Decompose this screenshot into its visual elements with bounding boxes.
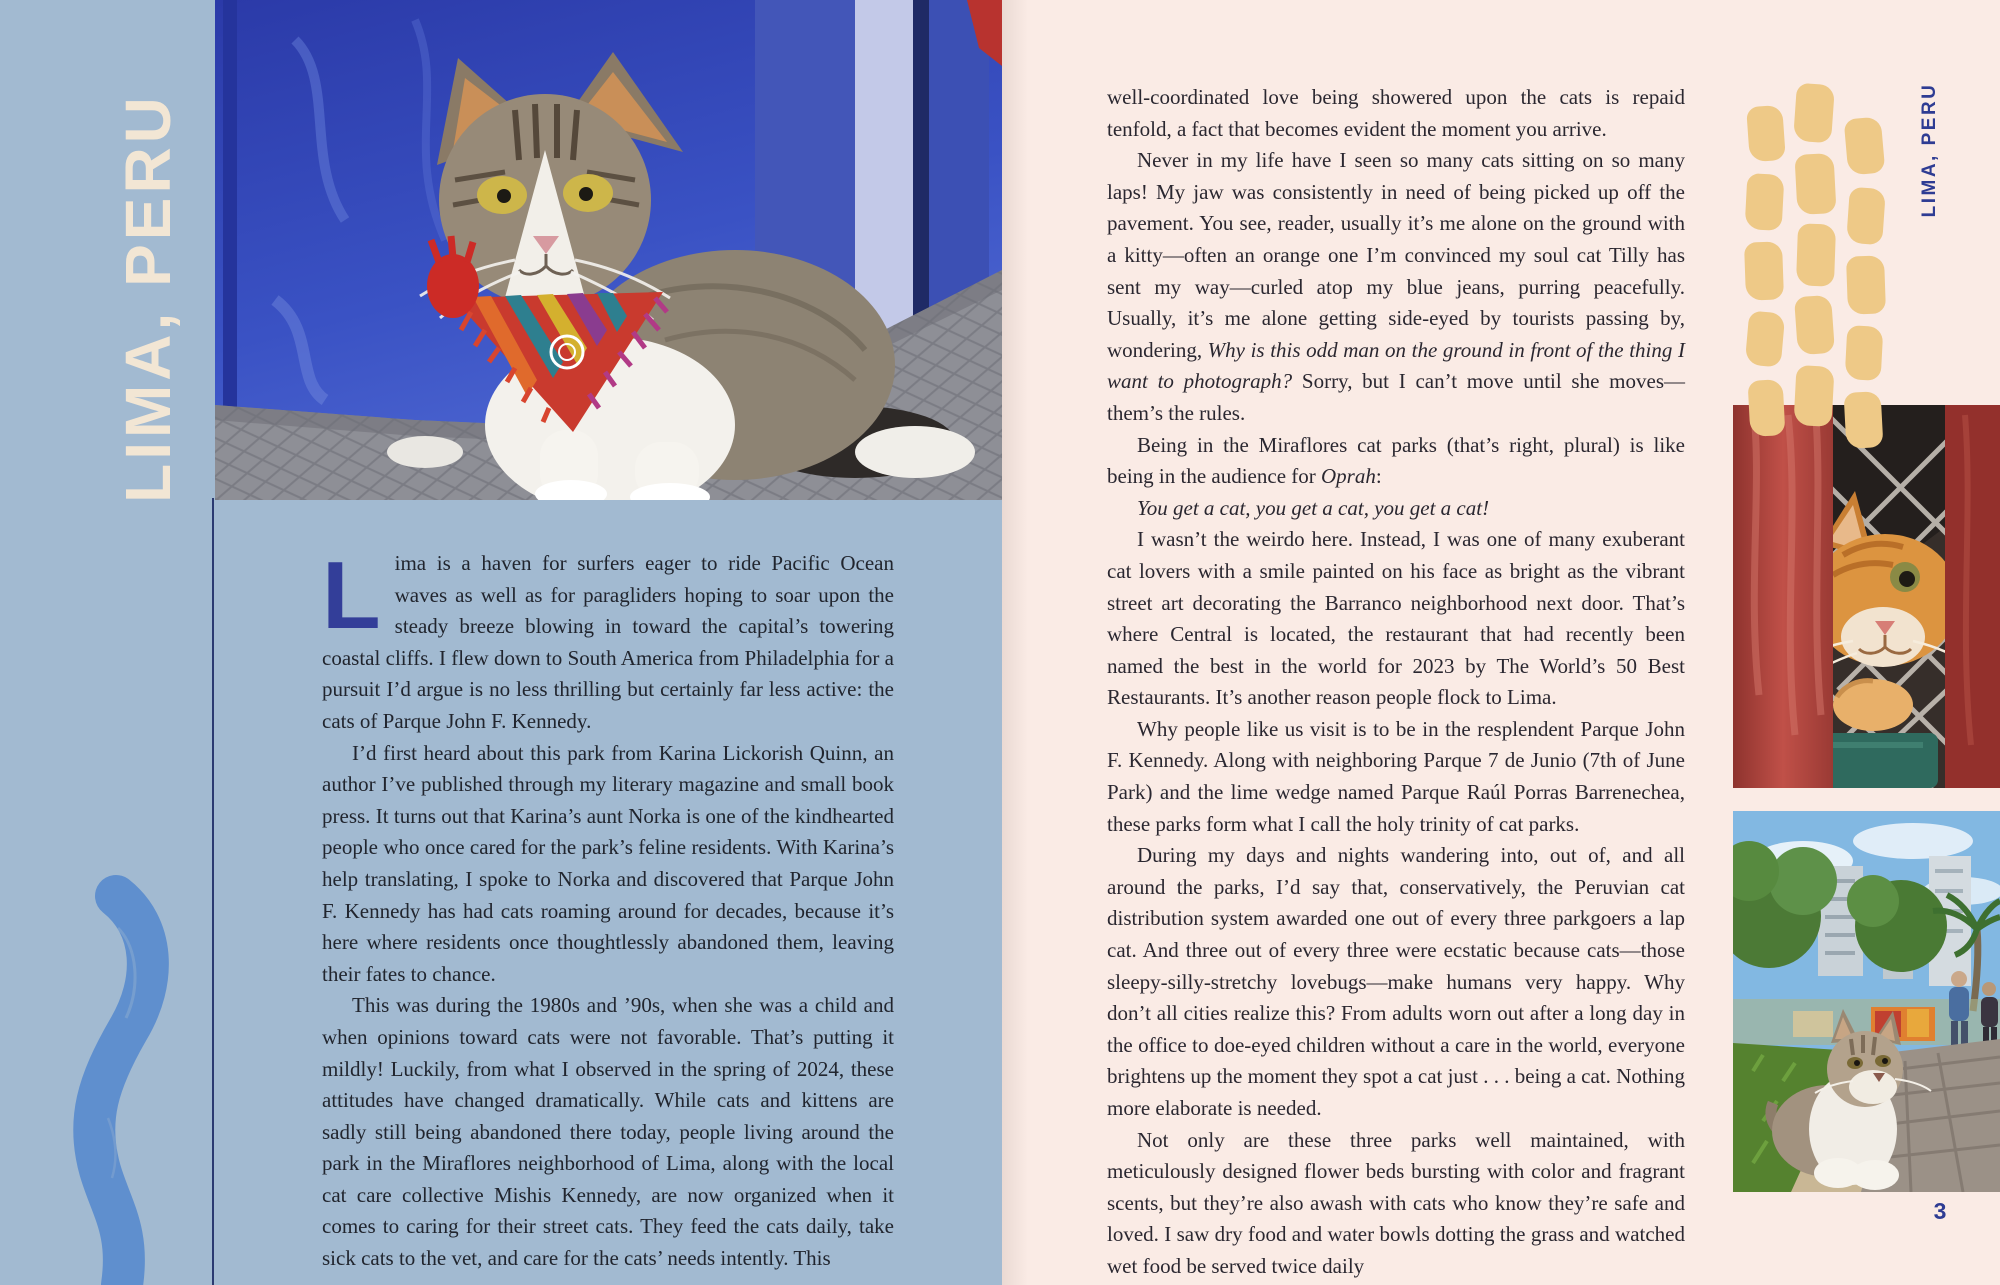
paragraph xyxy=(1107,1125,1685,1283)
paragraph xyxy=(322,542,894,738)
stone-shape xyxy=(1745,173,1785,231)
stone-shape xyxy=(1794,295,1835,355)
paragraph xyxy=(1107,524,1685,714)
text-run: Sorry, but I can’t move until she moves—them’s the rules. xyxy=(1107,369,1685,425)
paragraph xyxy=(1107,714,1685,840)
sidebar-divider-line xyxy=(212,498,214,1285)
stone-shape xyxy=(1844,116,1886,175)
stone-shape xyxy=(1748,379,1786,437)
stone-shape xyxy=(1745,311,1786,368)
paragraph xyxy=(1107,82,1685,145)
text-run: Why people like us visit is to be in the resplendent Parque John F. Kennedy. Along with neighboring Parque 7 de Junio (7th of June Park) and the lime wedge named Parque Raúl Porras Barrenechea, these parks form what I call the holy trinity of cat parks. xyxy=(1107,716,1685,836)
stone-shape xyxy=(1793,83,1835,144)
stone-shape xyxy=(1744,241,1784,300)
paragraph xyxy=(1107,145,1685,429)
park-cat-photo xyxy=(1733,811,2000,1192)
text-run: This was during the 1980s and ’90s, when she was a child and when opinions toward cats were not favorable. That’s putting it mildly! Luckily, from what I observed in the spring of 2024, these attitudes have changed dramatically. While cats and kittens are sadly still being abandoned there today, people living around the park in the Miraflores neighborhood of Lima, along with the local cat care collective Mishis Kennedy, are now organized when it comes to caring for their street cats. They feed the cats daily, take sick cats to the vet, and care for the cats’ needs intently. This xyxy=(322,993,894,1271)
chapter-title-vertical: LIMA, PERU xyxy=(112,93,184,503)
italic-text-run: Oprah xyxy=(1321,464,1376,489)
stone-shape xyxy=(1794,153,1836,215)
brush-squiggle-decoration xyxy=(38,868,198,1285)
running-head-vertical: LIMA, PERU xyxy=(1919,82,1940,218)
paragraph xyxy=(322,738,894,991)
page-number: 3 xyxy=(1933,1198,1947,1224)
right-page xyxy=(1002,0,2000,1285)
paragraph xyxy=(1107,493,1685,525)
italic-text-run: Why is this odd man on the ground in front of the thing I want to photograph? xyxy=(1107,337,1685,394)
text-run: well-coordinated love being showered upon the cats is repaid tenfold, a fact that becomes evident the moment you arrive. xyxy=(1107,85,1685,141)
text-run: I wasn’t the weirdo here. Instead, I was one of many exuberant cat lovers with a smile painted on his face as bright as the vibrant street art decorating the Barranco neighborhood next door. That’s where Central is located, the restaurant that had recently been named the best in the world for 2023 by The World’s 50 Best Restaurants. It’s another reason people flock to Lima. xyxy=(1107,527,1685,710)
stone-shape xyxy=(1796,223,1836,286)
text-run: Never in my life have I seen so many cats sitting on so many laps! My jaw was consistently in need of being picked up off the pavement. You see, reader, usually it’s me alone on the ground with a kitty—often an orange one I’m convinced my soul cat Tilly has sent my way—curled atop my blue jeans, purring peacefully. Usually, it’s me alone getting side-eyed by tourists passing by, wondering, xyxy=(1107,148,1685,362)
stone-shape xyxy=(1746,105,1786,162)
italic-text-run: You get a cat, you get a cat, you get a cat! xyxy=(1137,495,1490,520)
text-run: ima is a haven for surfers eager to ride Pacific Ocean waves as well as for paragliders hoping to soar upon the steady breeze blowing in toward the capital’s towering coastal cliffs. I flew down to South America from Philadelphia for a pursuit I’d argue is no less thrilling but certainly far less active: the cats of Parque John F. Kennedy. xyxy=(322,551,894,733)
fence-cat-photo xyxy=(1733,405,2000,788)
left-page-body-text xyxy=(322,542,894,1275)
paragraph xyxy=(1107,840,1685,1124)
stone-shape xyxy=(1845,325,1884,381)
bandana-cat-photo xyxy=(215,0,1002,500)
stone-shape xyxy=(1846,255,1886,314)
text-run: During my days and nights wandering into, out of, and all around the parks, I’d say that, conservatively, the Peruvian cat distribution system awarded one out of every three parkgoers a lap cat. And three out of every three were ecstatic because cats—those sleepy-silly-stretchy lovebugs—make humans very happy. Why don’t all cities realize this? From adults worn out after a long day in the office to doe-eyed children without a care in the world, everyone brightens up the moment they spot a cat just . . . being a cat. Nothing more elaborate is needed. xyxy=(1107,843,1685,1120)
stone-shape xyxy=(1793,365,1834,427)
text-run: : xyxy=(1375,464,1382,489)
right-page-body-text xyxy=(1107,82,1685,1283)
text-run: Being in the Miraflores cat parks (that’s right, plural) is like being in the audience for xyxy=(1107,432,1685,489)
text-run: I’d first heard about this park from Karina Lickorish Quinn, an author I’ve published through my literary magazine and small book press. It turns out that Karina’s aunt Norka is one of the kindhearted people who once cared for the park’s feline residents. With Karina’s help translating, I spoke to Norka and discovered that Parque John F. Kennedy has had cats roaming around for decades, because it’s here where residents once thoughtlessly abandoned them, leaving their fates to chance. xyxy=(322,740,894,986)
gutter-shadow xyxy=(1002,0,1028,1285)
text-run: Not only are these three parks well maintained, with meticulously designed flower beds bursting with color and fragrant scents, but they’re also awash with cats who know they’re safe and loved. I saw dry food and water bowls dotting the grass and watched wet food be served twice daily xyxy=(1107,1127,1685,1278)
paragraph xyxy=(322,990,894,1274)
drop-cap: L xyxy=(322,542,381,649)
stone-shape xyxy=(1844,391,1884,449)
stone-shape xyxy=(1846,187,1886,245)
paragraph xyxy=(1107,430,1685,493)
stone-path-decoration xyxy=(1740,82,1900,452)
